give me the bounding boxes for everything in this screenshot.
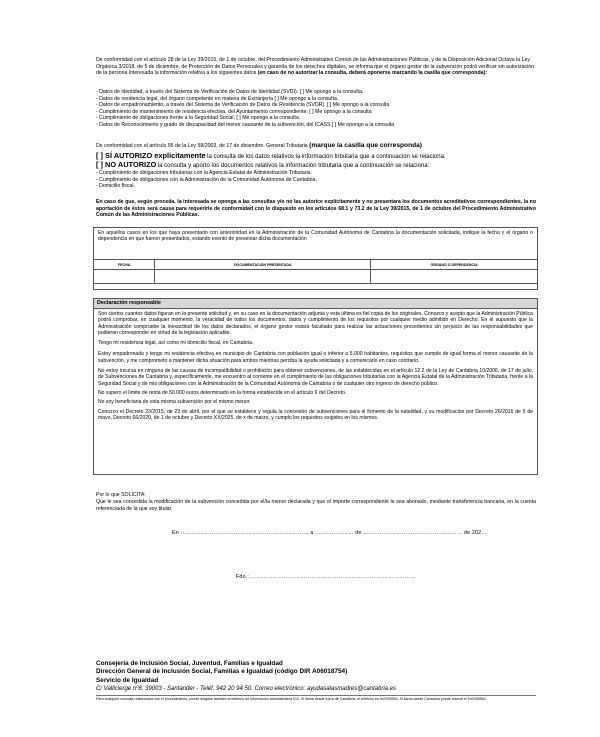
tax-item: - Domicilio fiscal. (96, 183, 135, 190)
footer-line-1: Consejería de Inclusión Social, Juventud, Familias e Igualdad (96, 660, 283, 667)
previous-docs-text: En aquellos casos en los que haya presentado con anterioridad en la Administración de la Comunidad Autónoma de Cantabria la documentación solicitada, indique la fecha y el órgano o dependencia en que fueron presentados, estando exento de presentar dicha documentación (98, 230, 533, 243)
request-text: Que le sea concedida la modificación de la subvención concedida por el/la menor declarada y que el importe correspondiente le sea abonado, mediante transferencia bancaria, en la cuenta referenciada de la que soy titular. (96, 499, 536, 512)
tax-items (96, 170, 536, 190)
documentacion-cell[interactable] (155, 270, 371, 284)
consent-item[interactable]: - Cumplimiento de obligaciones frente a la Seguridad Social, [ ] Me opongo a la consulta. (96, 115, 301, 122)
consent-items (96, 89, 536, 129)
place-date-line[interactable]: En ……………………………………………………………, a ………………… de ……………………………………………… de 202… (172, 530, 487, 536)
declaration-paragraph: No estoy incursa en ninguna de las causas de incompatibilidad o prohibición para obtener subvenciones, de las establecidas en el artículo 12.2 de la Ley de Cantabria 10/2006, de 17 de julio, de Subvenciones de Cantabria y, específicamente, me encuentro al corriente en el cumplimiento de las obligaciones tributarias con la Agencia Estatal de la Administración Tributaria, frente a la Seguridad Social y de mis obligaciones con la Administración de la Comunidad Autónoma de Cantabria o de cualquier otro ingreso de derecho público. (98, 368, 533, 387)
footer-line-2: Dirección General de Inclusión Social, Familias e Igualdad (código DIR A06018754) (96, 668, 348, 675)
declaration-paragraph: Tengo mi residencia legal, así como mi domicilio fiscal, en Cantabria. (98, 340, 254, 347)
no-authorize-line[interactable]: [ ] NO AUTORIZO la consulta y aporto los documentos relativos la información tributaria que a continuación se relaciona: (96, 160, 430, 169)
consent-item[interactable]: - Cumplimiento de mantenimiento de residencia efectiva, del Ayuntamiento correspondiente. [ ] Me opongo a la consulta (96, 108, 372, 115)
consent-item[interactable]: - Datos de Reconocimiento y grado de discapacidad del menor causante de la subvención, del ICASS [ ] Me opongo a la consulta (96, 121, 395, 128)
declaration-title: Declaración responsable (94, 299, 537, 309)
col-fecha: FECHA (94, 260, 155, 270)
previous-docs-table (93, 259, 538, 284)
fecha-cell[interactable] (94, 270, 155, 284)
declaration-paragraph: No supero el límite de renta de 50.000 euros determinado en la forma establecida en el artículo 6 del Decreto. (98, 389, 347, 396)
consent-item[interactable]: - Datos de empadronamiento, a través del Sistema de Verificación de Datos de Residencia (SVDR). [ ] Me opongo a la consulta (96, 102, 390, 109)
signed-line[interactable]: Fdo.: ……………………………………………………………………………… (236, 574, 416, 580)
footer-address: C/ Vallicierge nº8, 39003 - Santander - Teléf. 942 20 94 50. Correo electrónico: ayudasalasmadres@cantabria.es (96, 686, 397, 692)
request-label: Por lo que SOLICITA: (96, 492, 146, 498)
tax-intro: De conformidad con el artículo 95 de la Ley 58/2003, de 17 de diciembre, General Tributaria (marque la casilla que corresponda) (96, 142, 422, 149)
col-organo: ÓRGANO O DEPENDENCIA (371, 260, 538, 270)
organo-cell[interactable] (371, 270, 538, 284)
declaration-paragraph: Conozco el Decreto 23/2015, de 23 de abril, por el que se establece y regula la concesión de subvenciones para el fomento de la natalidad, y su modificación por Decreto 26/2016 de 5 de mayo, Decreto 66/2020, de 1 de octubre y Decreto XX/2025, de x de marzo, y cumplo los requisitos exigidos en los mismos. (98, 408, 533, 421)
warning-text: En caso de que, según proceda, la interesada se oponga a las consultas y/o no las autorice explícitamente y no presentara los documentos acreditativos correspondientes, la no aportación de éstos será causa para requerirle de conformidad con lo dispuesto en los artículos 68.1 y 73.2 de la Ley 39/2015, de 1 de octubre del Procedimiento Administrativo Común de las Administraciones Públicas. (96, 199, 536, 219)
declaration-box (93, 298, 538, 475)
consent-intro: De conformidad con el artículo 28 de la Ley 39/2015, de 1 de octubre, del Procedimiento Administrativo Común de las Administraciones Públicas, y de la Disposición Adicional Octava la Ley Orgánica 3/2018, de 5 de diciembre, de Protección de Datos Personales y garantía de los derechos digitales, se informa que el órgano gestor de la subvención podrá verificar sin autorización de la persona interesada la información relativa a los siguientes datos (en caso de no autorizar la consulta, deberá oponerse marcando la casilla que corresponda): (96, 57, 535, 77)
declaration-paragraph: Son ciertos cuantos datos figuran en la presente solicitud y, en su caso en la documentación adjunta y esta última es fiel copia de los originales. Conozco y acepto que la Administración Pública podrá comprobar, en cualquier momento, la veracidad de todos los documentos, datos y cumplimiento de los requisitos por cualquier medio admitido en Derecho. En el supuesto que la Administración compruebe la inexactitud de los datos declarados, el órgano gestor estará facultado para realizar las actuaciones procedentes sin perjuicio de las responsabilidades que pudieran corresponder en virtud de la legislación aplicable. (98, 311, 533, 336)
consent-item[interactable]: - Datos de identidad, a través del Sistema de Verificación de Datos de Identidad (SVDI). [ ] Me opongo a la consulta. (96, 89, 364, 95)
authorize-line[interactable]: [ ] SÍ AUTORIZO explícitamente la consulta de los datos relativos la información tributaria que a continuación se relaciona: (96, 151, 446, 160)
footer-line-3: Servicio de Igualdad (96, 677, 159, 684)
footer-note: Para cualquier consulta relacionada con el procedimiento, puede dirigirse también al teléfono de información administrativa 012. Si llama desde fuera de Cantabria, el teléfono es 942395563. Si llama desde Cantabria puede marcar el 942395562. (96, 697, 487, 701)
declaration-paragraph: Estoy empadronada y tengo mi residencia efectiva en municipio de Cantabria con población igual o inferior a 5.000 habitantes, requisitos que cumple de igual forma el menor causante de la subvención, y me comprometo a mantener dicha situación para ambos mientras perciba la ayuda solicitada y a comunicarlo en caso contrario. (98, 351, 533, 364)
col-documentacion: DOCUMENTACIÓN PRESENTADA (155, 260, 371, 270)
consent-item[interactable]: - Datos de residencia legal, del órgano competente en materia de Extranjería [ ] Me opongo a la consulta. (96, 95, 339, 102)
tax-item: - Cumplimiento de obligaciones tributarias con la Agencia Estatal de Administración Tributaria. (96, 170, 312, 176)
footer-divider (96, 695, 536, 696)
tax-item: - Cumplimiento de obligaciones con la Administración de la Comunidad Autónoma de Cantabria. (96, 176, 317, 183)
declaration-paragraph: No soy beneficiaria de esta misma subvención por el mismo menor. (98, 399, 251, 406)
